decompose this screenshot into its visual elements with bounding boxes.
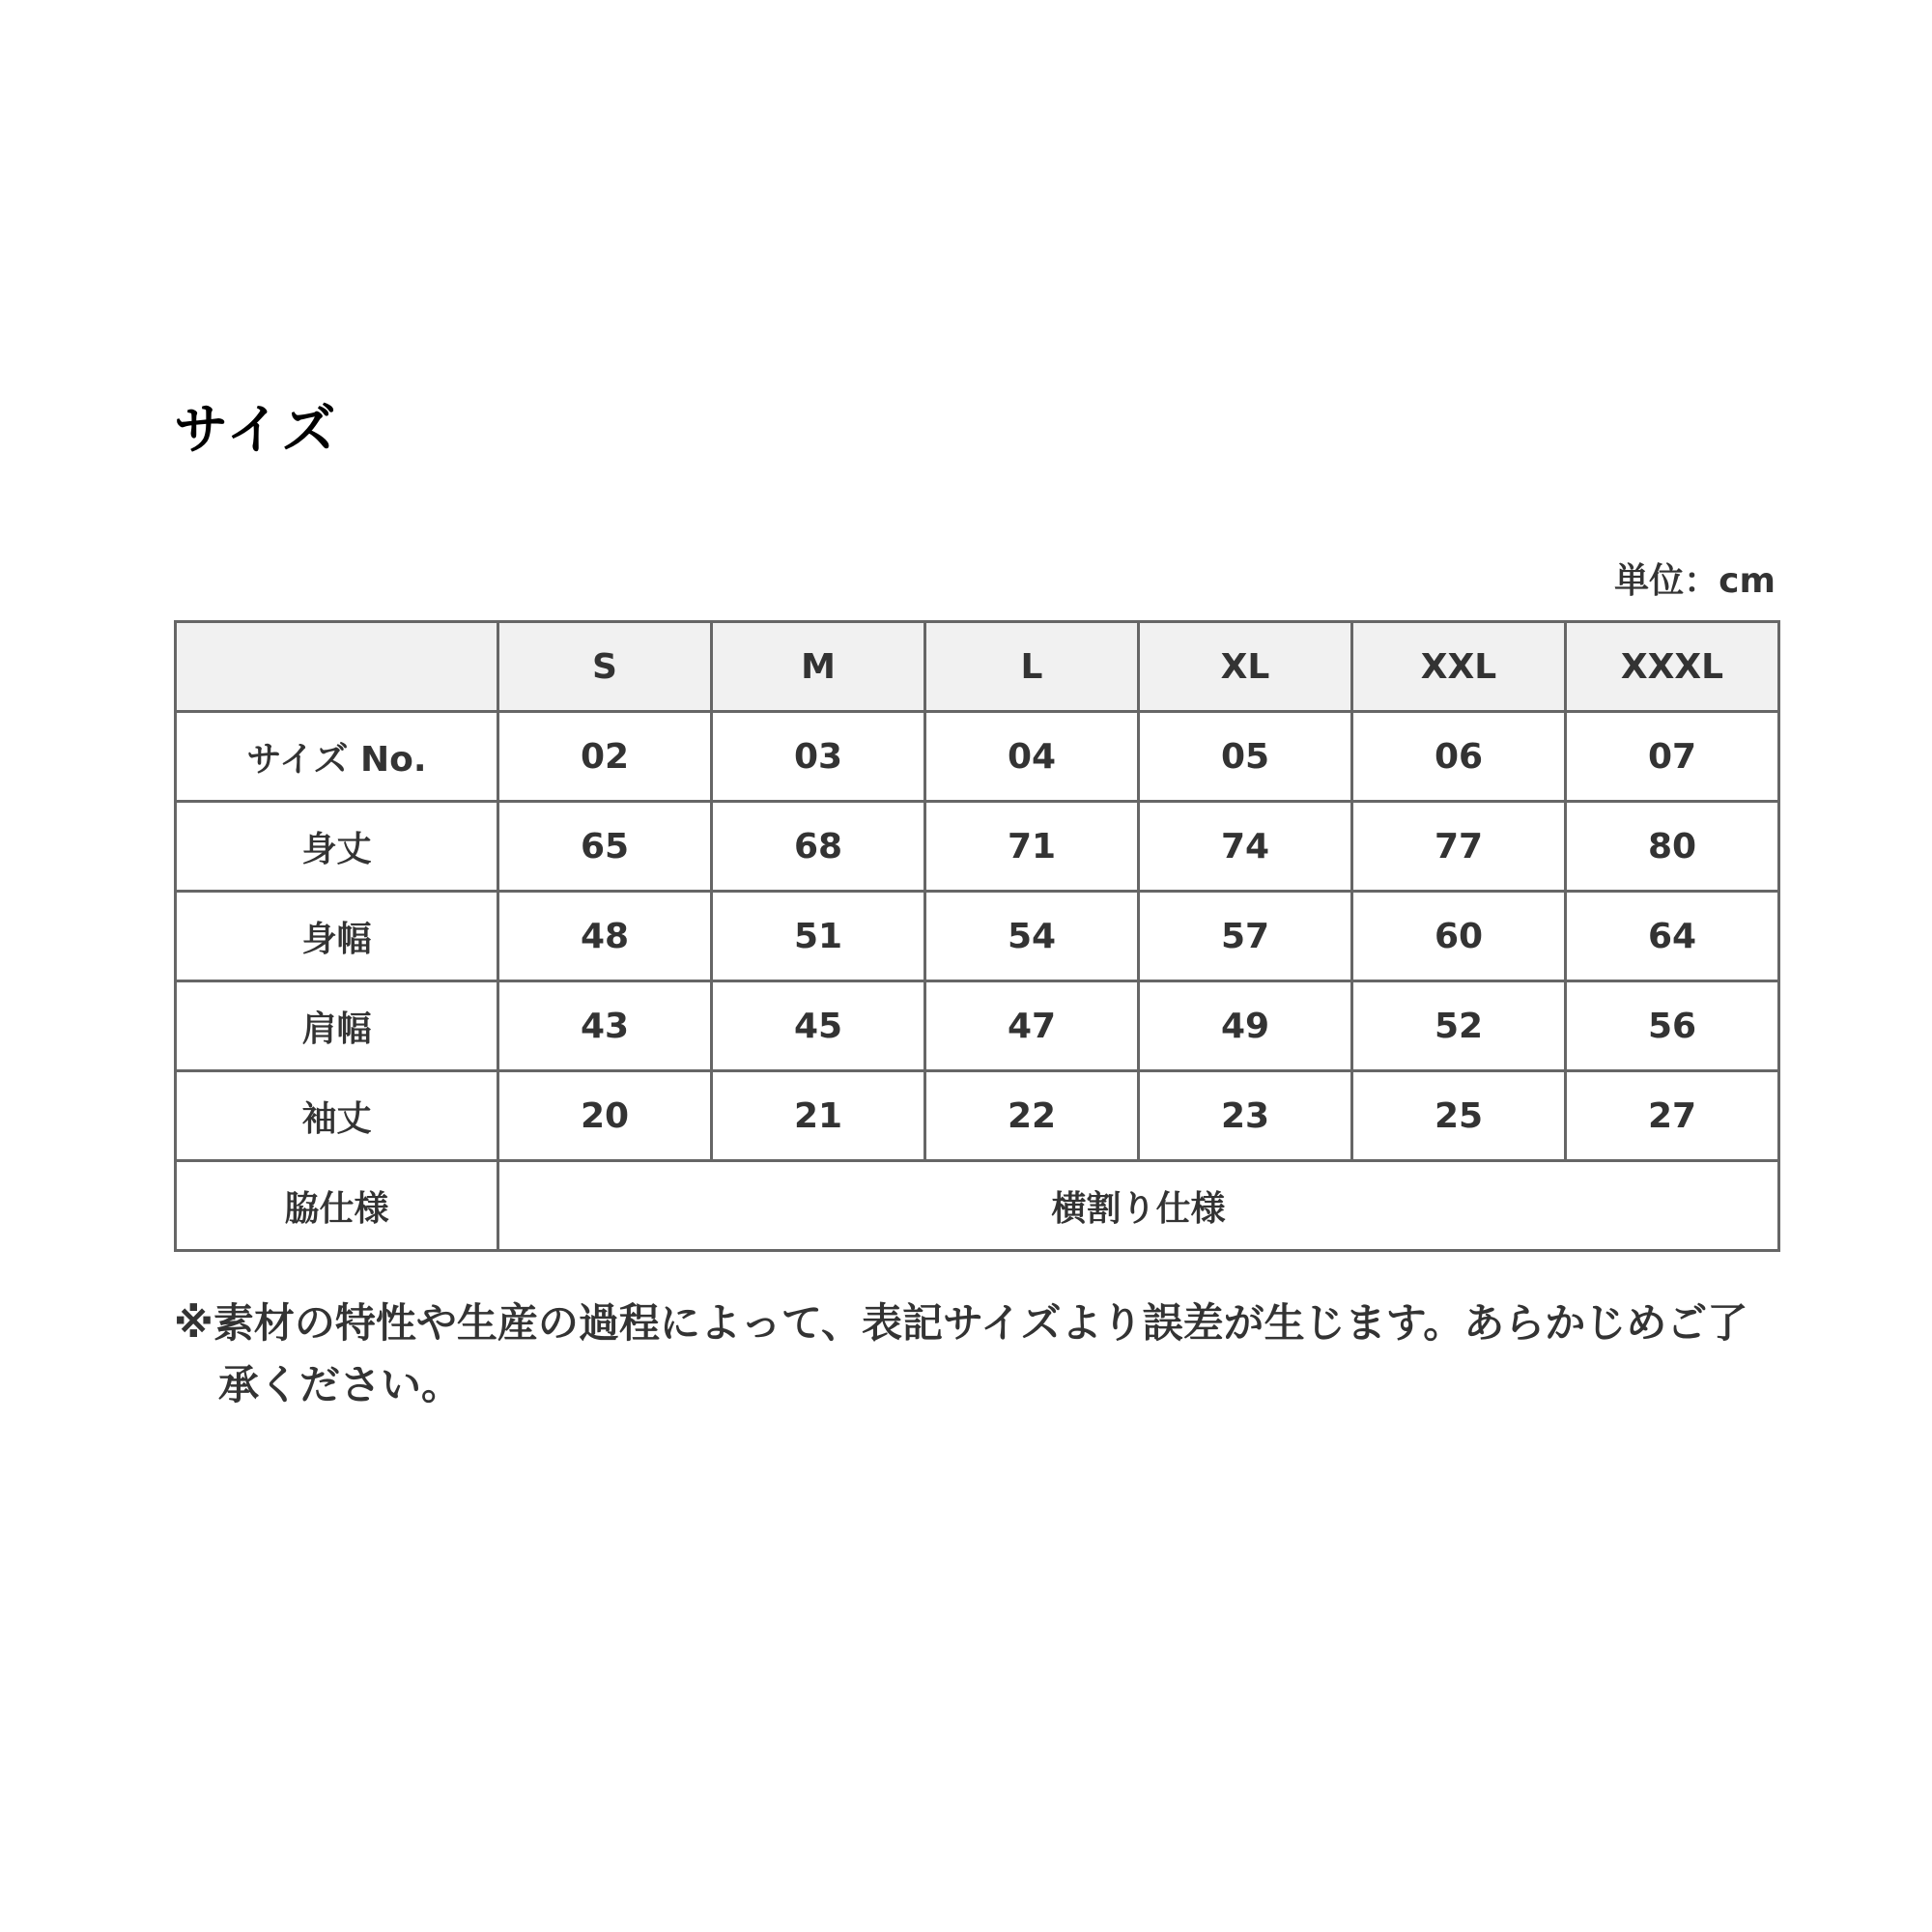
- row-label: 脇仕様: [176, 1161, 498, 1251]
- table-cell: 04: [925, 712, 1139, 802]
- table-row-side-spec: [176, 1161, 1779, 1251]
- table-cell: 25: [1352, 1071, 1566, 1161]
- table-cell: 71: [925, 802, 1139, 892]
- table-cell: 47: [925, 981, 1139, 1071]
- table-cell: 27: [1566, 1071, 1779, 1161]
- table-cell: 03: [712, 712, 925, 802]
- table-cell: 74: [1139, 802, 1352, 892]
- row-label: 身幅: [176, 892, 498, 981]
- disclaimer-note: ※素材の特性や生産の過程によって、表記サイズより誤差が生じます。あらかじめご了承ください。: [174, 1299, 1748, 1408]
- header-cell-l: L: [925, 622, 1139, 712]
- size-table: [174, 620, 1780, 1252]
- table-cell: 68: [712, 802, 925, 892]
- header-cell-xxl: XXL: [1352, 622, 1566, 712]
- table-cell: 57: [1139, 892, 1352, 981]
- table-row-body-length: [176, 802, 1779, 892]
- table-row-size-no: [176, 712, 1779, 802]
- row-label: サイズ No.: [176, 712, 498, 802]
- table-cell: 48: [498, 892, 712, 981]
- table-cell: 77: [1352, 802, 1566, 892]
- unit-label: 単位：cm: [1614, 561, 1776, 601]
- header-cell-m: M: [712, 622, 925, 712]
- table-cell: 23: [1139, 1071, 1352, 1161]
- table-cell: 20: [498, 1071, 712, 1161]
- row-label: 身丈: [176, 802, 498, 892]
- header-cell-blank: [176, 622, 498, 712]
- table-cell: 02: [498, 712, 712, 802]
- table-cell: 52: [1352, 981, 1566, 1071]
- table-cell: 80: [1566, 802, 1779, 892]
- header-cell-s: S: [498, 622, 712, 712]
- header-cell-xl: XL: [1139, 622, 1352, 712]
- page-title: サイズ: [174, 399, 338, 462]
- table-cell: 05: [1139, 712, 1352, 802]
- table-row-body-width: [176, 892, 1779, 981]
- table-cell: 43: [498, 981, 712, 1071]
- row-label: 肩幅: [176, 981, 498, 1071]
- side-spec-value: 横割り仕様: [498, 1161, 1779, 1251]
- table-row-sleeve-length: [176, 1071, 1779, 1161]
- table-row-shoulder-width: [176, 981, 1779, 1071]
- table-header-row: [176, 622, 1779, 712]
- row-label: 袖丈: [176, 1071, 498, 1161]
- table-cell: 54: [925, 892, 1139, 981]
- table-cell: 56: [1566, 981, 1779, 1071]
- table-cell: 22: [925, 1071, 1139, 1161]
- header-cell-xxxl: XXXL: [1566, 622, 1779, 712]
- table-cell: 21: [712, 1071, 925, 1161]
- table-cell: 64: [1566, 892, 1779, 981]
- table-cell: 07: [1566, 712, 1779, 802]
- table-cell: 60: [1352, 892, 1566, 981]
- table-cell: 49: [1139, 981, 1352, 1071]
- table-cell: 06: [1352, 712, 1566, 802]
- table-cell: 65: [498, 802, 712, 892]
- table-cell: 45: [712, 981, 925, 1071]
- table-cell: 51: [712, 892, 925, 981]
